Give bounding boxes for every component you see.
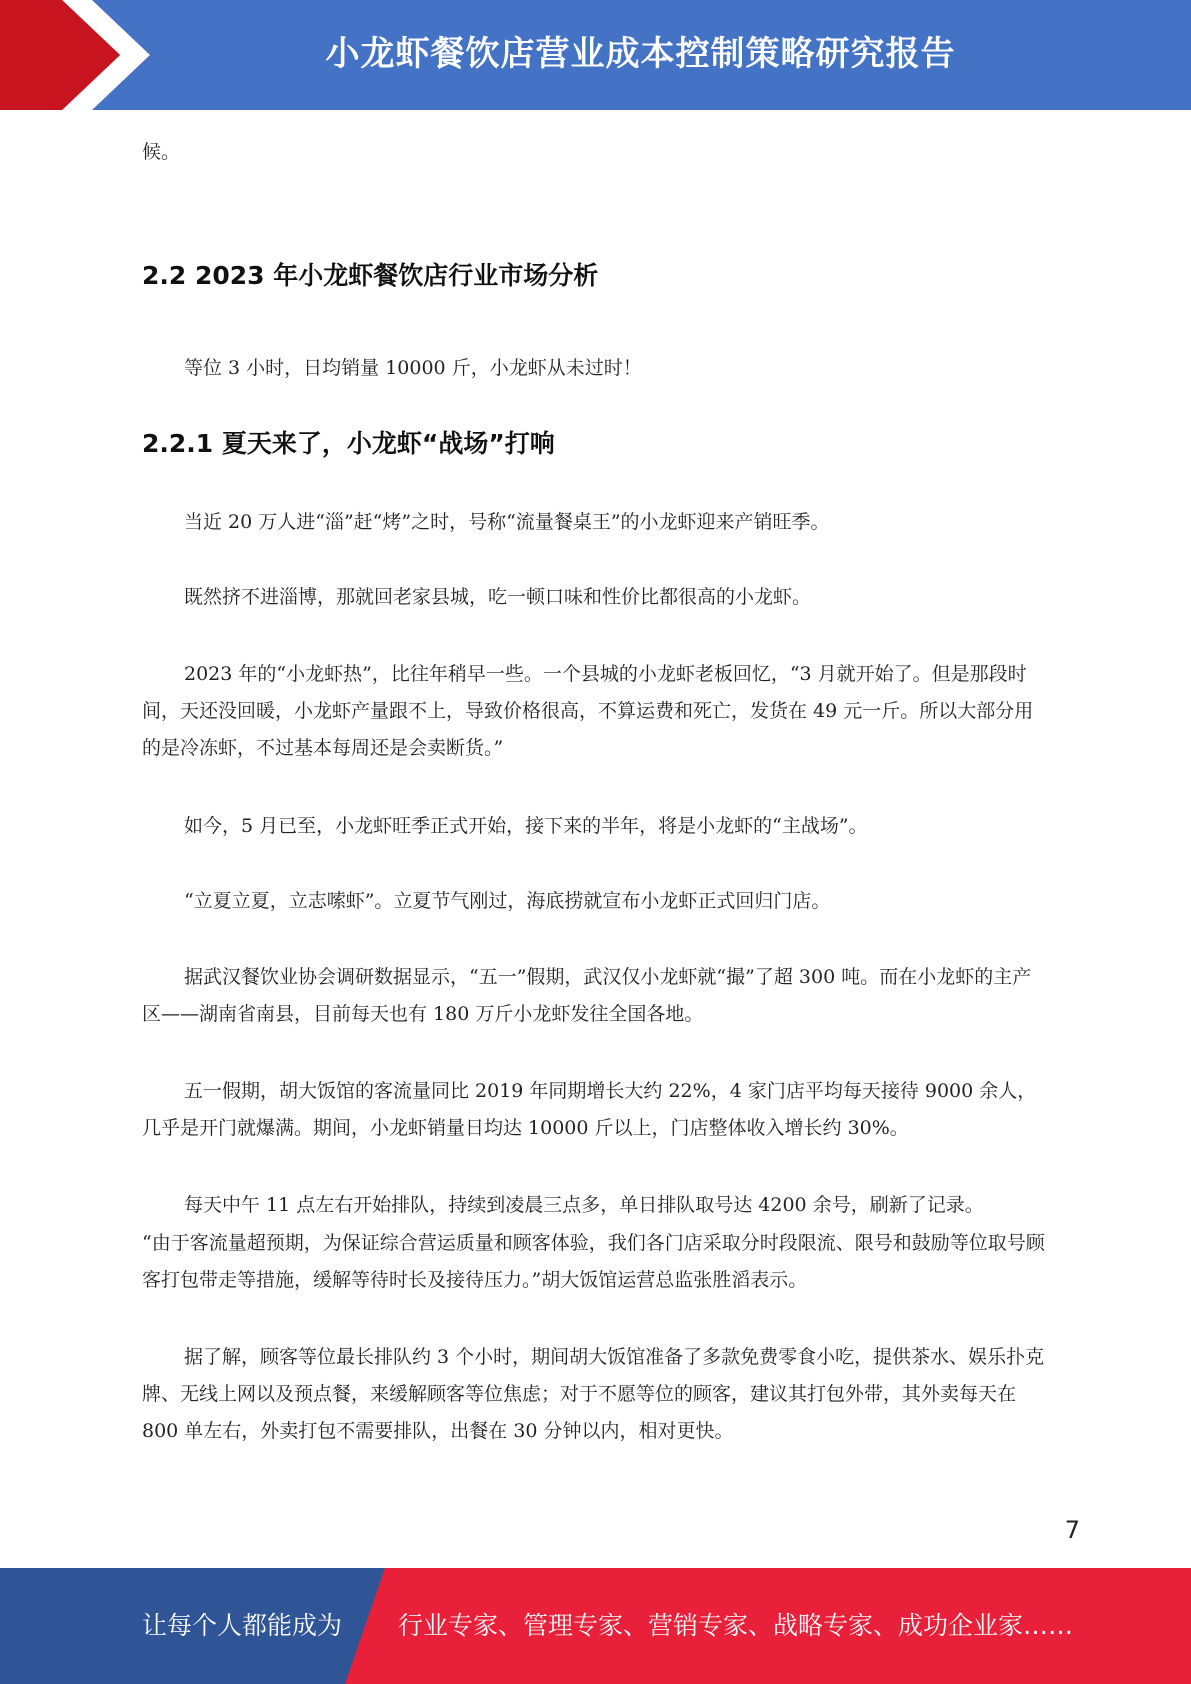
paragraph: 据了解，顾客等位最长排队约 3 个小时，期间胡大饭馆准备了多款免费零食小吃，提供茶水、娱乐扑克牌、无线上网以及预点餐，来缓解顾客等位焦虑；对于不愿等位的顾客，建议其打包外带，其外卖每天在 800 单左右，外卖打包不需要排队，出餐在 30 分钟以内，相对更快。 [142,1346,1045,1442]
footer-slogan-right: 行业专家、管理专家、营销专家、战略专家、成功企业家…… [398,1611,1074,1640]
paragraph: “由于客流量超预期，为保证综合营运质量和顾客体验，我们各门店采取分时段限流、限号和鼓励等位取号顾客打包带走等措施，缓解等待时长及接待压力。”胡大饭馆运营总监张胜滔表示。 [142,1232,1045,1291]
paragraph: 2023 年的“小龙虾热”，比往年稍早一些。一个县城的小龙虾老板回忆，“3 月就开始了。但是那段时间，天还没回暖，小龙虾产量跟不上，导致价格很高，不算运费和死亡，发货在 49 元一斤。所以大部分用的是冷冻虾，不过基本每周还是会卖断货。” [142,663,1034,759]
section-heading: 2.2 2023 年小龙虾餐饮店行业市场分析 [142,261,599,290]
subsection-heading: 2.2.1 夏天来了，小龙虾“战场”打响 [142,429,555,458]
paragraph: 五一假期，胡大饭馆的客流量同比 2019 年同期增长大约 22%，4 家门店平均每天接待 9000 余人，几乎是开门就爆满。期间，小龙虾销量日均达 10000 斤以上，门店整体收入增长约 30%。 [142,1080,1037,1139]
paragraph: 每天中午 11 点左右开始排队，持续到凌晨三点多，单日排队取号达 4200 余号，刷新了记录。 [184,1194,984,1216]
paragraph: 如今，5 月已至，小龙虾旺季正式开始，接下来的半年，将是小龙虾的“主战场”。 [184,815,868,837]
paragraph: “立夏立夏，立志嗦虾”。立夏节气刚过，海底捞就宣布小龙虾正式回归门店。 [184,890,831,912]
continuation-text: 候。 [142,141,181,163]
intro-paragraph: 等位 3 小时，日均销量 10000 斤，小龙虾从未过时！ [184,357,642,379]
footer-slogan-left: 让每个人都能成为 [142,1611,343,1640]
page-footer [0,1568,1191,1684]
page-header [0,0,1191,110]
paragraph: 据武汉餐饮业协会调研数据显示，“五一”假期，武汉仅小龙虾就“撮”了超 300 吨。而在小龙虾的主产区——湖南省南县，目前每天也有 180 万斤小龙虾发往全国各地。 [142,966,1032,1025]
paragraph: 既然挤不进淄博，那就回老家县城，吃一顿口味和性价比都很高的小龙虾。 [184,586,812,608]
page-number: 7 [1064,1516,1080,1544]
report-title: 小龙虾餐饮店营业成本控制策略研究报告 [325,34,956,74]
paragraph: 当近 20 万人进“淄”赶“烤”之时，号称“流量餐桌王”的小龙虾迎来产销旺季。 [184,511,830,533]
